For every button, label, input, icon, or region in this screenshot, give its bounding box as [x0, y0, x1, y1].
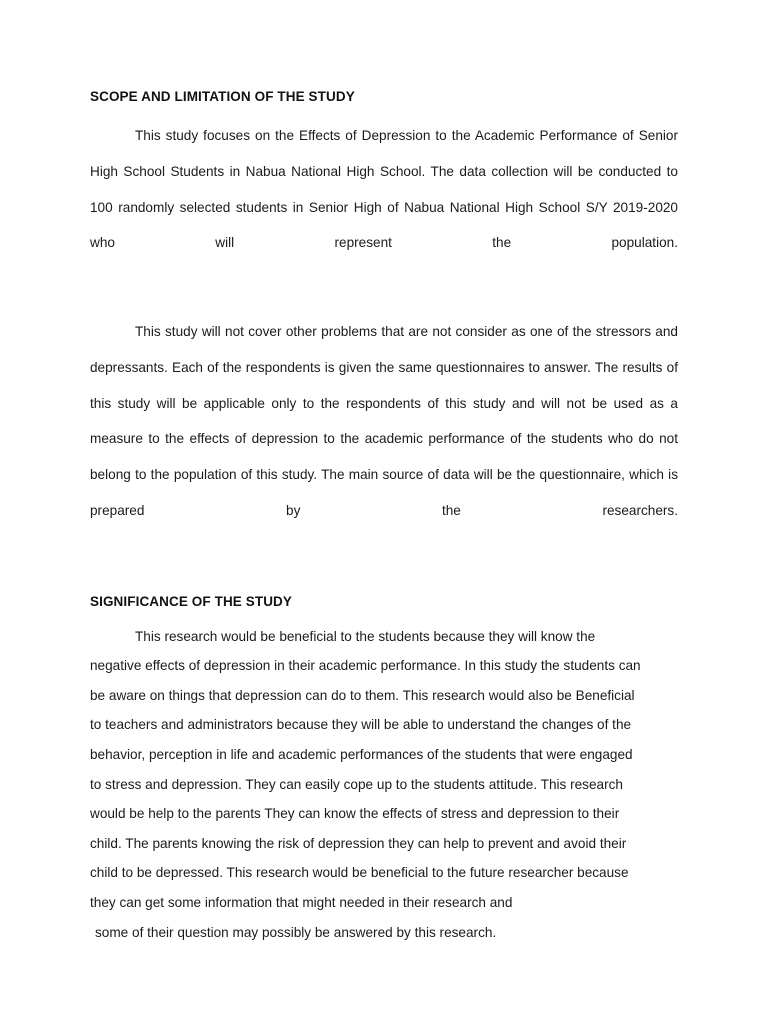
section-scope-and-limitation [90, 88, 678, 565]
paragraph-scope-1 [90, 118, 678, 297]
paragraph-scope-2 [90, 314, 678, 565]
section-significance-of-the-study [90, 593, 678, 948]
paragraph-significance-1 [90, 622, 646, 948]
paragraph-tail-line: some of their question may possibly be answered by this research. [95, 924, 497, 940]
paragraph-text: This study focuses on the Effects of Depression to the Academic Performance of Senior High School Students in Nabua National High School. The data collection will be conducted to 100 randomly selected students in Senior High of Nabua National High School S/Y 2019-2020 who will represent the population. [90, 128, 678, 251]
paragraph-text: This research would be beneficial to the students because they will know the negative effects of depression in their academic performance. In this study the students can be aware on things that depression can do to them. This research would also be Beneficial to teachers and administrators because they will be able to understand the changes of the behavior, perception in life and academic performances of the students that were engaged to stress and depression. They can easily cope up to the students attitude. This research would be help to the parents They can know the effects of stress and depression to their child. The parents knowing the risk of depression they can help to prevent and avoid their child to be depressed. This research would be beneficial to the future researcher because they can get some information that might needed in their research and [90, 628, 641, 910]
document-body [90, 88, 678, 947]
heading-significance-of-the-study: SIGNIFICANCE OF THE STUDY [90, 593, 293, 609]
paragraph-text: This study will not cover other problems that are not consider as one of the stressors and depressants. Each of the respondents is given the same questionnaires to answer. The results of this study will be applicable only to the respondents of this study and will not be used as a measure to the effects of depression to the academic performance of the students who do not belong to the population of this study. The main source of data will be the questionnaire, which is prepared by the researchers. [90, 323, 678, 518]
heading-scope-and-limitation: SCOPE AND LIMITATION OF THE STUDY [90, 89, 355, 104]
